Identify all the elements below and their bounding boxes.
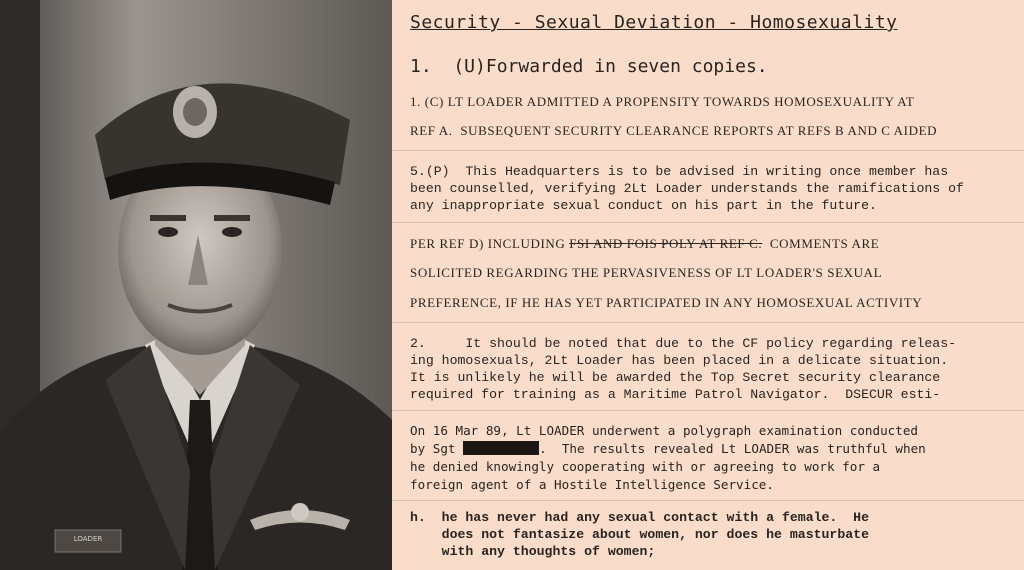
per-ref-prefix: PER REF D) INCLUDING [410, 236, 570, 251]
polygraph-line-3: he denied knowingly cooperating with or agreeing to work for a [410, 459, 881, 474]
para-c-line-1: 1. (C) LT LOADER ADMITTED A PROPENSITY TOWARDS HOMOSEXUALITY AT [410, 94, 915, 109]
clipping-edge [392, 410, 1024, 411]
para-p-line-3: any inappropriate sexual conduct on his part in the future. [410, 198, 877, 213]
struck-text: FSI AND FOIS POLY AT REF C. [569, 236, 763, 251]
clipping-edge [392, 222, 1024, 223]
para-p-line-1: 5.(P) This Headquarters is to be advised in writing once member has [410, 164, 949, 179]
document-collage [392, 0, 1024, 570]
name-tag: LOADER [73, 535, 103, 543]
para-2-line-1: 2. It should be noted that due to the CF policy regarding releas- [410, 336, 957, 351]
per-ref-line-1 [410, 236, 879, 252]
polygraph-line-1: On 16 Mar 89, Lt LOADER underwent a polygraph examination conducted [410, 423, 918, 438]
portrait-image [0, 0, 392, 570]
para-c-line-2: REF A. SUBSEQUENT SECURITY CLEARANCE REPORTS AT REFS B AND C AIDED [410, 123, 938, 138]
clipping-edge [392, 322, 1024, 323]
para-p-line-2: been counselled, verifying 2Lt Loader understands the ramifications of [410, 181, 964, 196]
polygraph-line-4: foreign agent of a Hostile Intelligence Service. [410, 477, 774, 492]
polygraph-results: . The results revealed Lt LOADER was truthful when [539, 441, 926, 456]
para-2-line-2: ing homosexuals, 2Lt Loader has been placed in a delicate situation. [410, 353, 949, 368]
forwarded-heading: 1. (U)Forwarded in seven copies. [410, 56, 768, 77]
per-ref-line-2: SOLICITED REGARDING THE PERVASIVENESS OF LT LOADER'S SEXUAL [410, 265, 883, 280]
clipping-edge [392, 500, 1024, 501]
redaction-bar [463, 441, 539, 455]
para-2-line-4: required for training as a Maritime Patrol Navigator. DSECUR esti- [410, 387, 941, 402]
officer-portrait-photo [0, 0, 392, 570]
para-2-line-3: It is unlikely he will be awarded the Top Secret security clearance [410, 370, 941, 385]
para-h-line-2: does not fantasize about women, nor does he masturbate [410, 527, 869, 542]
para-h-line-3: with any thoughts of women; [410, 544, 656, 559]
per-ref-suffix: COMMENTS ARE [762, 236, 880, 251]
polygraph-line-2 [410, 441, 926, 456]
clipping-edge [392, 150, 1024, 151]
para-h-line-1: h. he has never had any sexual contact with a female. He [410, 510, 869, 525]
per-ref-line-3: PREFERENCE, IF HE HAS YET PARTICIPATED IN ANY HOMOSEXUAL ACTIVITY [410, 295, 923, 310]
document-title: Security - Sexual Deviation - Homosexuality [410, 12, 898, 33]
polygraph-by-sgt: by Sgt [410, 441, 464, 456]
